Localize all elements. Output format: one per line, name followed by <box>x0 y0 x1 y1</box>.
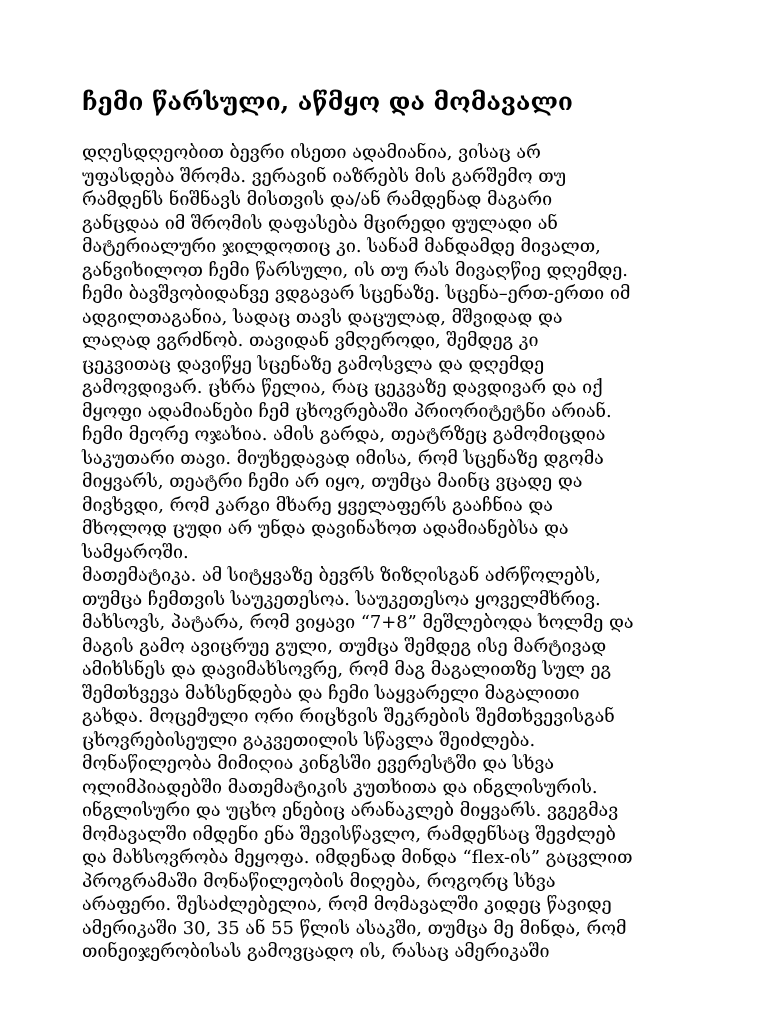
text-line: ჩემი ბავშვობიდანვე ვდგავარ სცენაზე. სცენა–ერთ-ერთი იმ <box>82 283 631 304</box>
text-line: უფასდება შრომა. ვერავინ იაზრებს მის გარშემო თუ <box>82 165 567 187</box>
text-line: სამყაროში. <box>82 541 189 563</box>
text-line: ცეკვითაც დავიწყე სცენაზე გამოსვლა და დღემდე <box>82 353 545 375</box>
text-line: ოლიმპიადებში მათემატიკის კუთხითა და ინგლისურის. <box>82 776 598 798</box>
text-line: მაგის გამო ავიცრუე გული, თუმცა შემდეგ ისე მარტივად <box>82 635 607 657</box>
text-line: ცხოვრებისეული გაკვეთილის სწავლა შეიძლება. <box>82 729 536 751</box>
text-line: და მახსოვრობა მეყოფა. იმდენად მინდა “flex-ის” გაცვლით <box>82 847 633 868</box>
text-line: ჩემი მეორე ოჯახია. ამის გარდა, თეატრზეც გამომიცდია <box>82 424 606 445</box>
text-line: დღესდღეობით ბევრი ისეთი ადამიანია, ვისაც არ <box>82 142 541 163</box>
text-line: განცდაა იმ შრომის დაფასება მცირედი ფულადი ან <box>82 212 558 234</box>
text-line: ადგილთაგანია, სადაც თავს დაცულად, მშვიდად და <box>82 306 563 328</box>
text-line: თუმცა ჩემთვის საუკეთესოა. საუკეთესოა ყოველმხრივ. <box>82 588 601 610</box>
document-body <box>82 141 712 964</box>
text-line: გახდა. მოცემული ორი რიცხვის შეკრების შემთხვევისგან <box>82 706 615 727</box>
text-line: მათემატიკა. ამ სიტყვაზე ბევრს ზიზღისგან აძრწოლებს, <box>82 565 601 586</box>
text-line: მახსოვს, პატარა, რომ ვიყავი “7+8” მეშლებოდა ხოლმე და <box>82 612 634 633</box>
text-line: გამოვდივარ. ცხრა წელია, რაც ცეკვაზე დავდივარ და იქ <box>82 377 603 398</box>
text-line: მატერიალური ჯილდოთიც კი. სანამ მანდამდე მივალთ, <box>82 236 601 257</box>
text-line: საკუთარი თავი. მიუხედავად იმისა, რომ სცენაზე დგომა <box>82 447 604 469</box>
text-line: ინგლისური და უცხო ენებიც არანაკლებ მიყვარს. ვგეგმავ <box>82 800 619 821</box>
text-line: რამდენს ნიშნავს მისთვის და/ან რამდენად მაგარი <box>82 189 553 210</box>
text-line: მხოლოდ ცუდი არ უნდა დავინახოთ ადამიანებსა და <box>82 518 569 539</box>
text-line: მივხვდი, რომ კარგი მხარე ყველაფერს გააჩნია და <box>82 494 553 516</box>
text-line: მყოფი ადამიანები ჩემ ცხოვრებაში პრიორიტეტნი არიან. <box>82 400 612 422</box>
document-page <box>82 84 712 964</box>
document-title: ჩემი წარსული, აწმყო და მომავალი <box>82 87 573 116</box>
text-line: ლაღად ვგრძნობ. თავიდან ვმღეროდი, შემდეგ კი <box>82 330 539 351</box>
text-line: მონაწილეობა მიმიღია კინგსში ევერესტში და სხვა <box>82 753 555 774</box>
text-line: მიყვარს, თეატრი ჩემი არ იყო, თუმცა მაინც ვცადე და <box>82 471 583 492</box>
text-line: არაფერი. შესაძლებელია, რომ მომავალში კიდეც წავიდე <box>82 894 612 915</box>
text-line: ამიხსნეს და დავიმახსოვრე, რომ მაგ მაგალითზე სულ ეგ <box>82 659 612 680</box>
text-line: მომავალში იმდენი ენა შევისწავლო, რამდენსაც შევძლებ <box>82 823 616 845</box>
text-line: ამერიკაში 30, 35 ან 55 წლის ასაკში, თუმცა მე მინდა, რომ <box>82 917 627 939</box>
text-line: განვიხილოთ ჩემი წარსული, ის თუ რას მივაღწიე დღემდე. <box>82 259 628 281</box>
text-line: თინეიჯერობისას გამოვცადო ის, რასაც ამერიკაში <box>82 941 550 962</box>
text-line: შემთხვევა მახსენდება და ჩემი საყვარელი მაგალითი <box>82 682 580 704</box>
text-line: პროგრამაში მონაწილეობის მიღება, როგორც სხვა <box>82 870 556 892</box>
